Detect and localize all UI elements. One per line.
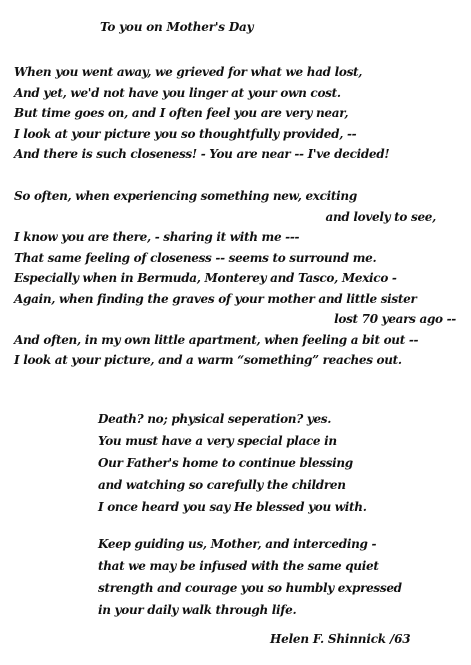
poem-line: and watching so carefully the children <box>98 478 346 492</box>
poem-line: Especially when in Bermuda, Monterey and Tasco, Mexico - <box>14 271 397 285</box>
poem-line: So often, when experiencing something new, exciting <box>14 189 357 203</box>
poem-line: lost 70 years ago -- <box>334 312 456 326</box>
poem-line: Again, when finding the graves of your mother and little sister <box>14 291 417 306</box>
poem-line: You must have a very special place in <box>98 434 337 448</box>
poem-line: Death? no; physical seperation? yes. <box>98 412 332 426</box>
poem-line: That same feeling of closeness -- seems to surround me. <box>14 250 377 265</box>
poem-line: And there is such closeness! - You are near -- I've decided! <box>14 147 390 161</box>
poem-title: To you on Mother's Day <box>100 20 254 34</box>
poem-line: And often, in my own little apartment, when feeling a bit out -- <box>14 332 419 347</box>
poem-line: that we may be infused with the same quiet <box>98 559 379 573</box>
poem-line: in your daily walk through life. <box>98 603 297 617</box>
poem-line: When you went away, we grieved for what we had lost, <box>14 65 363 79</box>
poem-line: I know you are there, - sharing it with me --- <box>14 230 300 244</box>
stanza-1 <box>14 62 464 165</box>
stanza-4 <box>98 533 438 621</box>
poem-line: and lovely to see, <box>325 209 436 224</box>
poem-line: I look at your picture you so thoughtfully provided, -- <box>14 126 357 141</box>
poem-line: Keep guiding us, Mother, and interceding - <box>98 537 377 551</box>
poem-line: strength and courage you so humbly expressed <box>98 581 402 595</box>
poem-line: I once heard you say He blessed you with. <box>98 500 367 514</box>
poem-line: I look at your picture, and a warm “something” reaches out. <box>14 353 402 367</box>
poem-line: And yet, we'd not have you linger at your own cost. <box>14 85 341 100</box>
stanza-2 <box>14 186 464 371</box>
stanza-3 <box>98 408 438 518</box>
poem-line: But time goes on, and I often feel you are very near, <box>14 106 349 120</box>
poem-line: Our Father's home to continue blessing <box>98 456 353 470</box>
author-signature: Helen F. Shinnick /63 <box>270 632 411 646</box>
